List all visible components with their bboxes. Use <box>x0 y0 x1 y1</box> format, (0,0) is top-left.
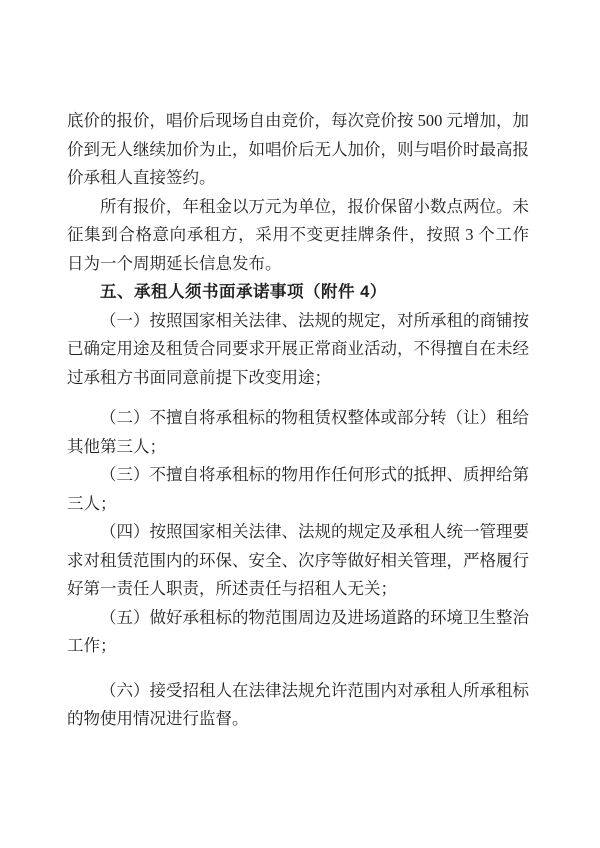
para-commitment-6-line-1: （六）接受招租人在法律法规允许范围内对承租人所承租标 <box>100 680 529 700</box>
para-commitment-2 <box>67 404 529 461</box>
para-bidding-procedure-line-2: 价到无人继续加价为止，如唱价后无人加价，则与唱价时最高报 <box>67 139 529 159</box>
para-commitment-4-line-2: 求对租赁范围内的环保、安全、次序等做好相关管理，严格履行 <box>67 550 529 570</box>
para-commitment-3-line-2: 三人； <box>67 493 117 513</box>
para-commitment-2-line-1: （二）不擅自将承租标的物租赁权整体或部分转（让）租给 <box>100 408 529 427</box>
para-commitment-3 <box>67 461 529 518</box>
para-quotation-rules <box>67 193 529 279</box>
para-bidding-procedure-line-1: 底价的报价，唱价后现场自由竞价，每次竞价按 500 元增加，加 <box>67 111 529 130</box>
heading-section-5 <box>67 278 529 307</box>
para-bidding-procedure <box>67 107 529 193</box>
para-commitment-2-line-2: 其他第三人； <box>67 436 166 456</box>
para-quotation-rules-line-2: 征集到合格意向承租方，采用不变更挂牌条件，按照 3 个工作 <box>67 225 529 244</box>
para-commitment-1-line-1: （一）按照国家相关法律、法规的规定，对所承租的商铺按 <box>100 310 529 330</box>
para-quotation-rules-line-3: 日为一个周期延长信息发布。 <box>67 253 282 273</box>
para-commitment-6-line-2: 的物使用情况进行监督。 <box>67 709 249 728</box>
para-commitment-4 <box>67 518 529 604</box>
para-quotation-rules-line-1: 所有报价，年租金以万元为单位，报价保留小数点两位。未 <box>100 196 529 216</box>
para-commitment-4-line-1: （四）按照国家相关法律、法规的规定及承租人统一管理要 <box>100 522 529 541</box>
para-commitment-6 <box>67 677 529 734</box>
heading-section-5-line-1: 五、承租人须书面承诺事项（附件 4） <box>100 283 387 301</box>
para-commitment-5-line-2: 工作； <box>67 636 117 655</box>
para-commitment-5 <box>67 604 529 661</box>
para-bidding-procedure-line-3: 价承租人直接签约。 <box>67 168 216 187</box>
para-commitment-1-line-2: 已确定用途及租赁合同要求开展正常商业活动，不得擅自在未经 <box>67 339 529 358</box>
para-commitment-4-line-3: 好第一责任人职责，所述责任与招租人无关； <box>67 579 397 598</box>
para-commitment-1 <box>67 307 529 393</box>
para-commitment-5-line-1: （五）做好承租标的物范围周边及进场道路的环境卫生整治 <box>100 607 529 627</box>
document-body <box>67 107 529 734</box>
para-commitment-1-line-3: 过承租方书面同意前提下改变用途； <box>67 367 331 387</box>
para-commitment-3-line-1: （三）不擅自将承租标的物用作任何形式的抵押、质押给第 <box>100 465 529 484</box>
